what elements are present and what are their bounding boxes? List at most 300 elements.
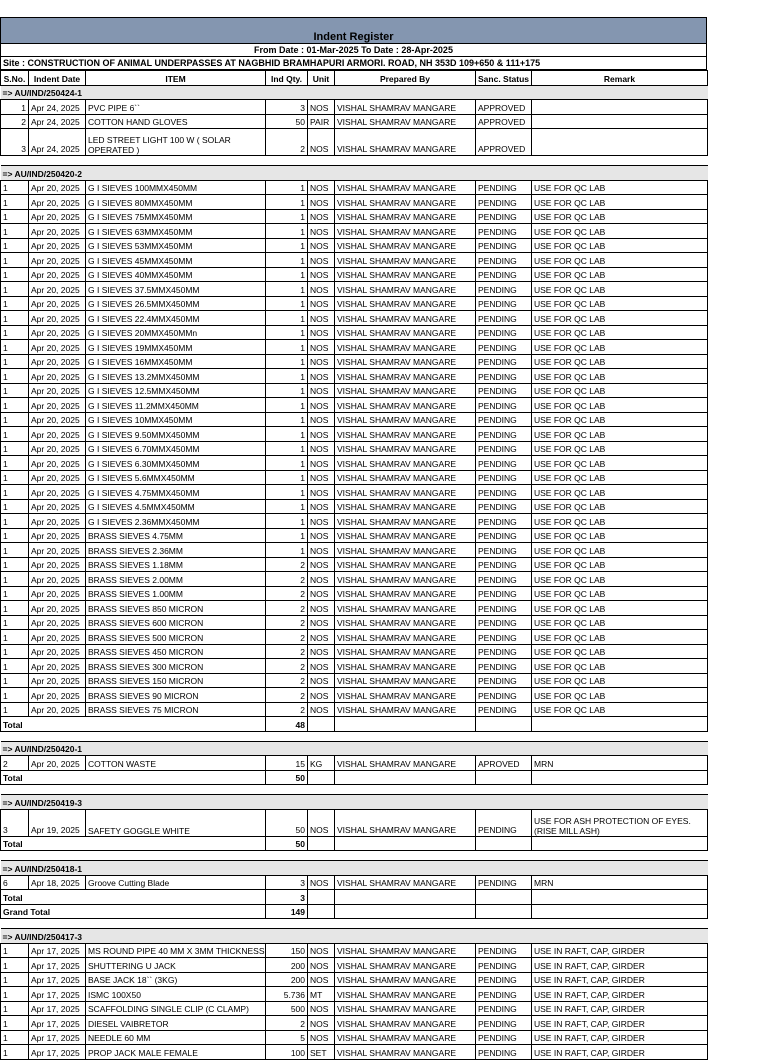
cell-unit: NOS [308,659,335,674]
cell-sno: 1 [1,943,29,958]
cell-status: PENDING [476,958,532,973]
cell-date: Apr 17, 2025 [29,1045,86,1060]
cell-remark: USE FOR QC LAB [532,543,708,558]
cell-qty: 1 [266,325,308,340]
cell-sno: 1 [1,195,29,210]
col-header-status: Sanc. Status [476,71,532,86]
cell-remark: USE FOR QC LAB [532,427,708,442]
cell-item: BRASS SIEVES 150 MICRON [86,673,266,688]
spacer-cell [1,731,708,741]
cell-sno: 1 [1,499,29,514]
cell-unit: NOS [308,325,335,340]
cell-prepared-by: VISHAL SHAMRAV MANGARE [335,441,476,456]
cell-qty: 1 [266,209,308,224]
indent-number: => AU/IND/250419-3 [1,795,708,810]
cell-item: BRASS SIEVES 1.18MM [86,557,266,572]
cell-sno: 2 [1,114,29,129]
cell-status: PENDING [476,987,532,1002]
table-row [1,514,708,529]
cell-date: Apr 17, 2025 [29,1030,86,1045]
table-row [1,485,708,500]
table-row [1,809,708,836]
cell-qty: 2 [266,572,308,587]
table-row [1,114,708,129]
table-row [1,601,708,616]
cell-remark: USE FOR QC LAB [532,180,708,195]
cell-date: Apr 20, 2025 [29,325,86,340]
cell-remark: USE FOR QC LAB [532,383,708,398]
cell-status: PENDING [476,383,532,398]
total-row-qty: 50 [266,770,308,785]
cell-unit: NOS [308,499,335,514]
cell-date: Apr 20, 2025 [29,659,86,674]
cell-unit: NOS [308,875,335,890]
empty-cell [476,717,532,732]
cell-sno: 1 [1,398,29,413]
cell-prepared-by: VISHAL SHAMRAV MANGARE [335,412,476,427]
cell-qty: 1 [266,485,308,500]
total-row-label: Total [1,717,266,732]
cell-qty: 2 [266,630,308,645]
cell-date: Apr 17, 2025 [29,987,86,1002]
cell-sno: 1 [1,958,29,973]
cell-status: PENDING [476,427,532,442]
spacer-cell [1,156,708,166]
spacer-cell [1,785,708,795]
cell-unit: NOS [308,644,335,659]
cell-item: G I SIEVES 100MMX450MM [86,180,266,195]
cell-remark: USE FOR QC LAB [532,238,708,253]
cell-sno: 1 [1,630,29,645]
table-row [1,557,708,572]
cell-remark: USE FOR QC LAB [532,572,708,587]
empty-cell [308,836,335,851]
table-row [1,412,708,427]
cell-remark: MRN [532,756,708,771]
cell-prepared-by: VISHAL SHAMRAV MANGARE [335,630,476,645]
cell-remark: USE FOR QC LAB [532,209,708,224]
indent-number: => AU/IND/250424-1 [1,85,708,100]
cell-remark [532,100,708,115]
indent-number: => AU/IND/250418-1 [1,861,708,876]
total-row [1,836,708,851]
table-row [1,499,708,514]
cell-sno: 3 [1,809,29,836]
cell-remark: USE FOR QC LAB [532,702,708,717]
cell-item: G I SIEVES 6.30MMX450MM [86,456,266,471]
empty-cell [476,904,532,919]
cell-item: G I SIEVES 4.5MMX450MM [86,499,266,514]
total-row-label: Total [1,836,266,851]
cell-unit: NOS [308,514,335,529]
cell-qty: 1 [266,238,308,253]
cell-date: Apr 20, 2025 [29,456,86,471]
table-row [1,659,708,674]
cell-prepared-by: VISHAL SHAMRAV MANGARE [335,673,476,688]
cell-date: Apr 20, 2025 [29,557,86,572]
column-header-row [1,71,708,86]
group-spacer [1,731,708,741]
cell-prepared-by: VISHAL SHAMRAV MANGARE [335,514,476,529]
cell-sno: 1 [1,586,29,601]
cell-status: PENDING [476,688,532,703]
cell-remark: USE FOR QC LAB [532,354,708,369]
grand-total-row-qty: 149 [266,904,308,919]
empty-cell [335,836,476,851]
cell-qty: 2 [266,673,308,688]
cell-qty: 1 [266,267,308,282]
cell-sno: 1 [1,296,29,311]
group-header-row [1,166,708,181]
cell-remark: USE FOR QC LAB [532,485,708,500]
cell-prepared-by: VISHAL SHAMRAV MANGARE [335,659,476,674]
cell-unit: SET [308,1045,335,1060]
cell-status: PENDING [476,659,532,674]
cell-prepared-by: VISHAL SHAMRAV MANGARE [335,311,476,326]
cell-item: LED STREET LIGHT 100 W ( SOLAR OPERATED ) [86,129,266,156]
cell-date: Apr 20, 2025 [29,514,86,529]
cell-prepared-by: VISHAL SHAMRAV MANGARE [335,586,476,601]
cell-prepared-by: VISHAL SHAMRAV MANGARE [335,180,476,195]
cell-unit: NOS [308,809,335,836]
cell-status: PENDING [476,456,532,471]
cell-date: Apr 18, 2025 [29,875,86,890]
table-row [1,195,708,210]
cell-prepared-by: VISHAL SHAMRAV MANGARE [335,572,476,587]
cell-sno: 1 [1,1001,29,1016]
cell-remark: USE FOR QC LAB [532,499,708,514]
cell-unit: NOS [308,688,335,703]
table-row [1,325,708,340]
cell-item: G I SIEVES 20MMX450MMn [86,325,266,340]
cell-status: PENDING [476,809,532,836]
cell-status: PENDING [476,224,532,239]
table-row [1,354,708,369]
table-row [1,267,708,282]
cell-unit: NOS [308,485,335,500]
cell-unit: NOS [308,572,335,587]
cell-prepared-by: VISHAL SHAMRAV MANGARE [335,195,476,210]
cell-unit: NOS [308,369,335,384]
cell-sno: 1 [1,987,29,1002]
cell-date: Apr 20, 2025 [29,499,86,514]
cell-remark [532,114,708,129]
cell-prepared-by: VISHAL SHAMRAV MANGARE [335,340,476,355]
cell-remark: USE FOR QC LAB [532,340,708,355]
cell-item: G I SIEVES 16MMX450MM [86,354,266,369]
cell-remark: USE FOR QC LAB [532,528,708,543]
cell-item: G I SIEVES 13.2MMX450MM [86,369,266,384]
cell-date: Apr 20, 2025 [29,441,86,456]
cell-prepared-by: VISHAL SHAMRAV MANGARE [335,267,476,282]
empty-cell [335,717,476,732]
cell-item: ISMC 100X50 [86,987,266,1002]
cell-date: Apr 20, 2025 [29,238,86,253]
cell-remark: USE IN RAFT, CAP, GIRDER [532,987,708,1002]
cell-unit: NOS [308,209,335,224]
cell-qty: 5 [266,1030,308,1045]
cell-unit: NOS [308,972,335,987]
cell-prepared-by: VISHAL SHAMRAV MANGARE [335,756,476,771]
col-header-item: ITEM [86,71,266,86]
cell-qty: 1 [266,412,308,427]
cell-remark: USE FOR QC LAB [532,311,708,326]
table-row [1,427,708,442]
cell-sno: 1 [1,238,29,253]
cell-status: PENDING [476,325,532,340]
cell-status: PENDING [476,1030,532,1045]
cell-qty: 1 [266,499,308,514]
cell-status: PENDING [476,557,532,572]
group-spacer [1,919,708,929]
cell-item: BRASS SIEVES 75 MICRON [86,702,266,717]
cell-sno: 1 [1,1016,29,1031]
table-row [1,369,708,384]
cell-status: PENDING [476,673,532,688]
cell-date: Apr 17, 2025 [29,972,86,987]
cell-prepared-by: VISHAL SHAMRAV MANGARE [335,100,476,115]
cell-sno: 3 [1,129,29,156]
cell-unit: NOS [308,673,335,688]
cell-date: Apr 20, 2025 [29,398,86,413]
cell-unit: NOS [308,180,335,195]
cell-item: G I SIEVES 19MMX450MM [86,340,266,355]
cell-remark: USE FOR QC LAB [532,325,708,340]
table-row [1,702,708,717]
cell-status: PENDING [476,238,532,253]
cell-date: Apr 20, 2025 [29,267,86,282]
table-row [1,688,708,703]
empty-cell [532,836,708,851]
cell-date: Apr 19, 2025 [29,809,86,836]
table-row [1,253,708,268]
cell-prepared-by: VISHAL SHAMRAV MANGARE [335,972,476,987]
table-row [1,1001,708,1016]
cell-sno: 1 [1,528,29,543]
cell-prepared-by: VISHAL SHAMRAV MANGARE [335,809,476,836]
cell-status: PENDING [476,572,532,587]
cell-qty: 2 [266,601,308,616]
cell-remark: USE FOR QC LAB [532,688,708,703]
cell-item: BRASS SIEVES 1.00MM [86,586,266,601]
cell-unit: NOS [308,427,335,442]
cell-qty: 1 [266,528,308,543]
cell-qty: 1 [266,253,308,268]
cell-sno: 1 [1,267,29,282]
grand-total-row-label: Grand Total [1,904,266,919]
cell-status: PENDING [476,875,532,890]
cell-date: Apr 20, 2025 [29,485,86,500]
cell-qty: 2 [266,688,308,703]
cell-prepared-by: VISHAL SHAMRAV MANGARE [335,456,476,471]
cell-sno: 1 [1,485,29,500]
table-row [1,340,708,355]
table-row [1,972,708,987]
cell-date: Apr 20, 2025 [29,282,86,297]
table-row [1,100,708,115]
cell-prepared-by: VISHAL SHAMRAV MANGARE [335,958,476,973]
cell-unit: NOS [308,1030,335,1045]
cell-prepared-by: VISHAL SHAMRAV MANGARE [335,209,476,224]
cell-sno: 6 [1,875,29,890]
cell-qty: 1 [266,398,308,413]
cell-qty: 1 [266,456,308,471]
cell-qty: 1 [266,514,308,529]
cell-sno: 1 [1,340,29,355]
cell-remark: USE FOR QC LAB [532,253,708,268]
cell-unit: NOS [308,354,335,369]
table-row [1,958,708,973]
group-spacer [1,785,708,795]
cell-prepared-by: VISHAL SHAMRAV MANGARE [335,129,476,156]
cell-prepared-by: VISHAL SHAMRAV MANGARE [335,1001,476,1016]
cell-sno: 1 [1,572,29,587]
cell-unit: PAIR [308,114,335,129]
cell-prepared-by: VISHAL SHAMRAV MANGARE [335,224,476,239]
cell-sno: 1 [1,441,29,456]
table-row [1,209,708,224]
table-row [1,282,708,297]
table-body [1,85,708,1059]
cell-remark: USE FOR ASH PROTECTION OF EYES. (RISE MILL ASH) [532,809,708,836]
table-row [1,441,708,456]
cell-unit: NOS [308,958,335,973]
cell-sno: 1 [1,253,29,268]
cell-status: PENDING [476,615,532,630]
cell-qty: 2 [266,557,308,572]
cell-qty: 2 [266,659,308,674]
cell-unit: NOS [308,630,335,645]
cell-item: G I SIEVES 45MMX450MM [86,253,266,268]
cell-prepared-by: VISHAL SHAMRAV MANGARE [335,354,476,369]
cell-remark: USE FOR QC LAB [532,659,708,674]
cell-unit: NOS [308,1001,335,1016]
cell-qty: 1 [266,470,308,485]
cell-date: Apr 20, 2025 [29,586,86,601]
cell-remark: USE FOR QC LAB [532,441,708,456]
cell-prepared-by: VISHAL SHAMRAV MANGARE [335,702,476,717]
cell-qty: 1 [266,441,308,456]
cell-unit: NOS [308,470,335,485]
cell-remark: USE FOR QC LAB [532,195,708,210]
cell-qty: 1 [266,427,308,442]
cell-status: PENDING [476,1045,532,1060]
total-row-label: Total [1,890,266,905]
cell-unit: NOS [308,267,335,282]
cell-unit: MT [308,987,335,1002]
cell-date: Apr 17, 2025 [29,943,86,958]
cell-status: APPROVED [476,129,532,156]
cell-qty: 1 [266,543,308,558]
cell-date: Apr 20, 2025 [29,224,86,239]
cell-sno: 1 [1,325,29,340]
table-row [1,296,708,311]
group-header-row [1,861,708,876]
cell-qty: 200 [266,958,308,973]
cell-item: COTTON HAND GLOVES [86,114,266,129]
col-header-qty: Ind Qty. [266,71,308,86]
cell-qty: 1 [266,311,308,326]
cell-item: G I SIEVES 5.6MMX450MM [86,470,266,485]
cell-item: BRASS SIEVES 600 MICRON [86,615,266,630]
cell-unit: NOS [308,412,335,427]
cell-qty: 3 [266,100,308,115]
cell-unit: NOS [308,238,335,253]
cell-item: BRASS SIEVES 2.36MM [86,543,266,558]
table-row [1,1030,708,1045]
cell-unit: NOS [308,601,335,616]
page-title: Indent Register [0,17,707,44]
cell-prepared-by: VISHAL SHAMRAV MANGARE [335,688,476,703]
cell-prepared-by: VISHAL SHAMRAV MANGARE [335,325,476,340]
empty-cell [308,770,335,785]
cell-remark: USE FOR QC LAB [532,412,708,427]
cell-date: Apr 20, 2025 [29,543,86,558]
cell-qty: 200 [266,972,308,987]
cell-status: PENDING [476,601,532,616]
cell-sno: 1 [1,470,29,485]
indent-number: => AU/IND/250420-2 [1,166,708,181]
table-row [1,543,708,558]
cell-item: G I SIEVES 37.5MMX450MM [86,282,266,297]
cell-remark: USE FOR QC LAB [532,296,708,311]
cell-status: PENDING [476,485,532,500]
cell-item: G I SIEVES 11.2MMX450MM [86,398,266,413]
cell-item: NEEDLE 60 MM [86,1030,266,1045]
cell-date: Apr 20, 2025 [29,209,86,224]
empty-cell [335,770,476,785]
cell-remark: MRN [532,875,708,890]
indent-table [0,70,708,1060]
total-row [1,770,708,785]
cell-sno: 1 [1,557,29,572]
cell-qty: 1 [266,340,308,355]
cell-prepared-by: VISHAL SHAMRAV MANGARE [335,1045,476,1060]
cell-date: Apr 20, 2025 [29,253,86,268]
cell-unit: NOS [308,586,335,601]
cell-status: PENDING [476,644,532,659]
cell-qty: 2 [266,586,308,601]
cell-date: Apr 24, 2025 [29,129,86,156]
spacer-cell [1,851,708,861]
cell-status: PENDING [476,972,532,987]
cell-sno: 1 [1,383,29,398]
cell-sno: 1 [1,601,29,616]
cell-remark: USE FOR QC LAB [532,673,708,688]
col-header-date: Indent Date [29,71,86,86]
cell-remark: USE IN RAFT, CAP, GIRDER [532,1045,708,1060]
table-row [1,943,708,958]
cell-status: PENDING [476,311,532,326]
table-row [1,129,708,156]
cell-qty: 100 [266,1045,308,1060]
cell-date: Apr 20, 2025 [29,756,86,771]
cell-prepared-by: VISHAL SHAMRAV MANGARE [335,485,476,500]
col-header-remark: Remark [532,71,708,86]
cell-status: PENDING [476,195,532,210]
cell-status: PENDING [476,282,532,297]
cell-sno: 1 [1,369,29,384]
cell-qty: 2 [266,615,308,630]
cell-unit: NOS [308,253,335,268]
empty-cell [532,770,708,785]
total-row-qty: 3 [266,890,308,905]
cell-item: BRASS SIEVES 4.75MM [86,528,266,543]
cell-qty: 1 [266,195,308,210]
table-row [1,456,708,471]
cell-status: PENDING [476,1001,532,1016]
cell-sno: 1 [1,456,29,471]
